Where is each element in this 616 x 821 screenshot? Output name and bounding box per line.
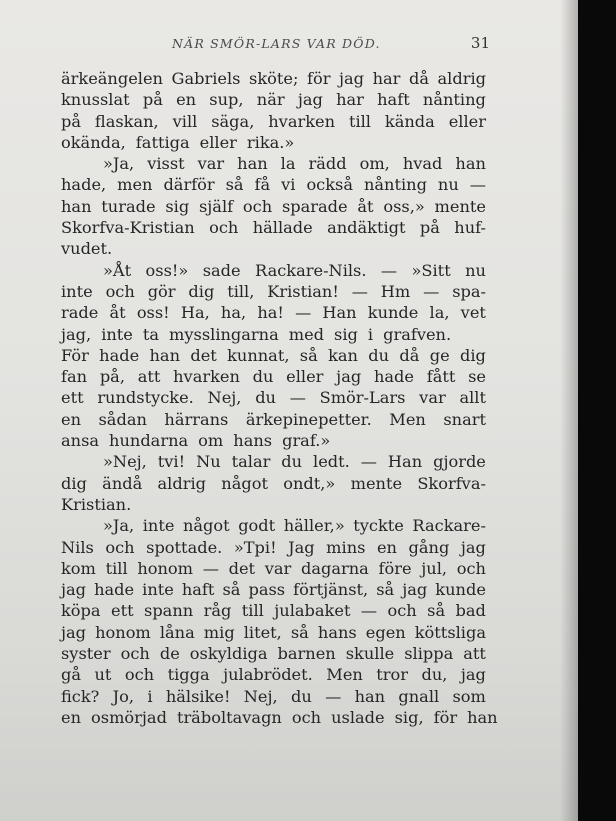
text-line: jag, inte ta mysslingarna med sig i grafven.	[61, 324, 452, 344]
page-header	[60, 36, 490, 58]
text-line: på flaskan, vill säga, hvarken till kända eller	[61, 111, 486, 131]
running-title: NÄR SMÖR-LARS VAR DÖD.	[172, 36, 381, 51]
text-line: en sådan härrans ärkepinepetter. Men snart	[61, 409, 486, 429]
text-line: ett rundstycke. Nej, du — Smör-Lars var allt	[61, 388, 486, 408]
text-line: rade åt oss! Ha, ha, ha! — Han kunde la, vet	[61, 303, 486, 323]
text-line: inte och gör dig till, Kristian! — Hm — spa-	[61, 281, 486, 301]
text-line: syster och de oskyldiga barnen skulle slippa att	[61, 644, 486, 664]
text-line: »Åt oss!» sade Rackare-Nils. — »Sitt nu	[103, 260, 486, 280]
text-line: ansa hundarna om hans graf.»	[61, 431, 331, 451]
text-line: ärkeängelen Gabriels sköte; för jag har då aldrig	[61, 69, 486, 88]
text-line: köpa ett spann råg till julabaket — och så bad	[61, 601, 486, 621]
text-line: en osmörjad träboltavagn och uslade sig, för han	[61, 707, 498, 727]
text-line: knusslat på en sup, när jag har haft nånting	[61, 90, 486, 110]
text-line: »Ja, inte något godt häller,» tyckte Rackare-	[103, 516, 486, 536]
text-line: Nils och spottade. »Tpi! Jag mins en gång jag	[61, 537, 486, 557]
text-line: dig ändå aldrig något ondt,» mente Skorfva-	[61, 473, 486, 493]
text-line: jag hade inte haft så pass förtjänst, så jag kunde	[61, 580, 486, 600]
text-line: För hade han det kunnat, så kan du då ge dig	[61, 345, 486, 365]
text-line: jag honom låna mig litet, så hans egen köttsliga	[61, 622, 486, 642]
text-line: fick? Jo, i hälsike! Nej, du — han gnall som	[61, 686, 486, 706]
text-line: fan på, att hvarken du eller jag hade fått se	[61, 367, 486, 387]
text-line: okända, fattiga eller rika.»	[61, 132, 295, 152]
text-line: Skorfva-Kristian och hällade andäktigt på huf-	[61, 218, 486, 238]
text-line: han turade sig själf och sparade åt oss,» mente	[61, 196, 486, 216]
text-line: gå ut och tigga julabrödet. Men tror du, jag	[61, 665, 486, 685]
text-line: vudet.	[61, 239, 113, 259]
dark-background-edge	[578, 0, 616, 821]
body-text	[61, 68, 498, 728]
text-line: Kristian.	[61, 494, 132, 514]
page-number: 31	[470, 34, 490, 52]
text-line: »Nej, tvi! Nu talar du ledt. — Han gjorde	[103, 452, 486, 472]
text-line: hade, men därför så få vi också nånting nu —	[61, 175, 486, 195]
text-line: kom till honom — det var dagarna före jul, och	[61, 558, 486, 578]
text-line: »Ja, visst var han la rädd om, hvad han	[103, 154, 486, 174]
